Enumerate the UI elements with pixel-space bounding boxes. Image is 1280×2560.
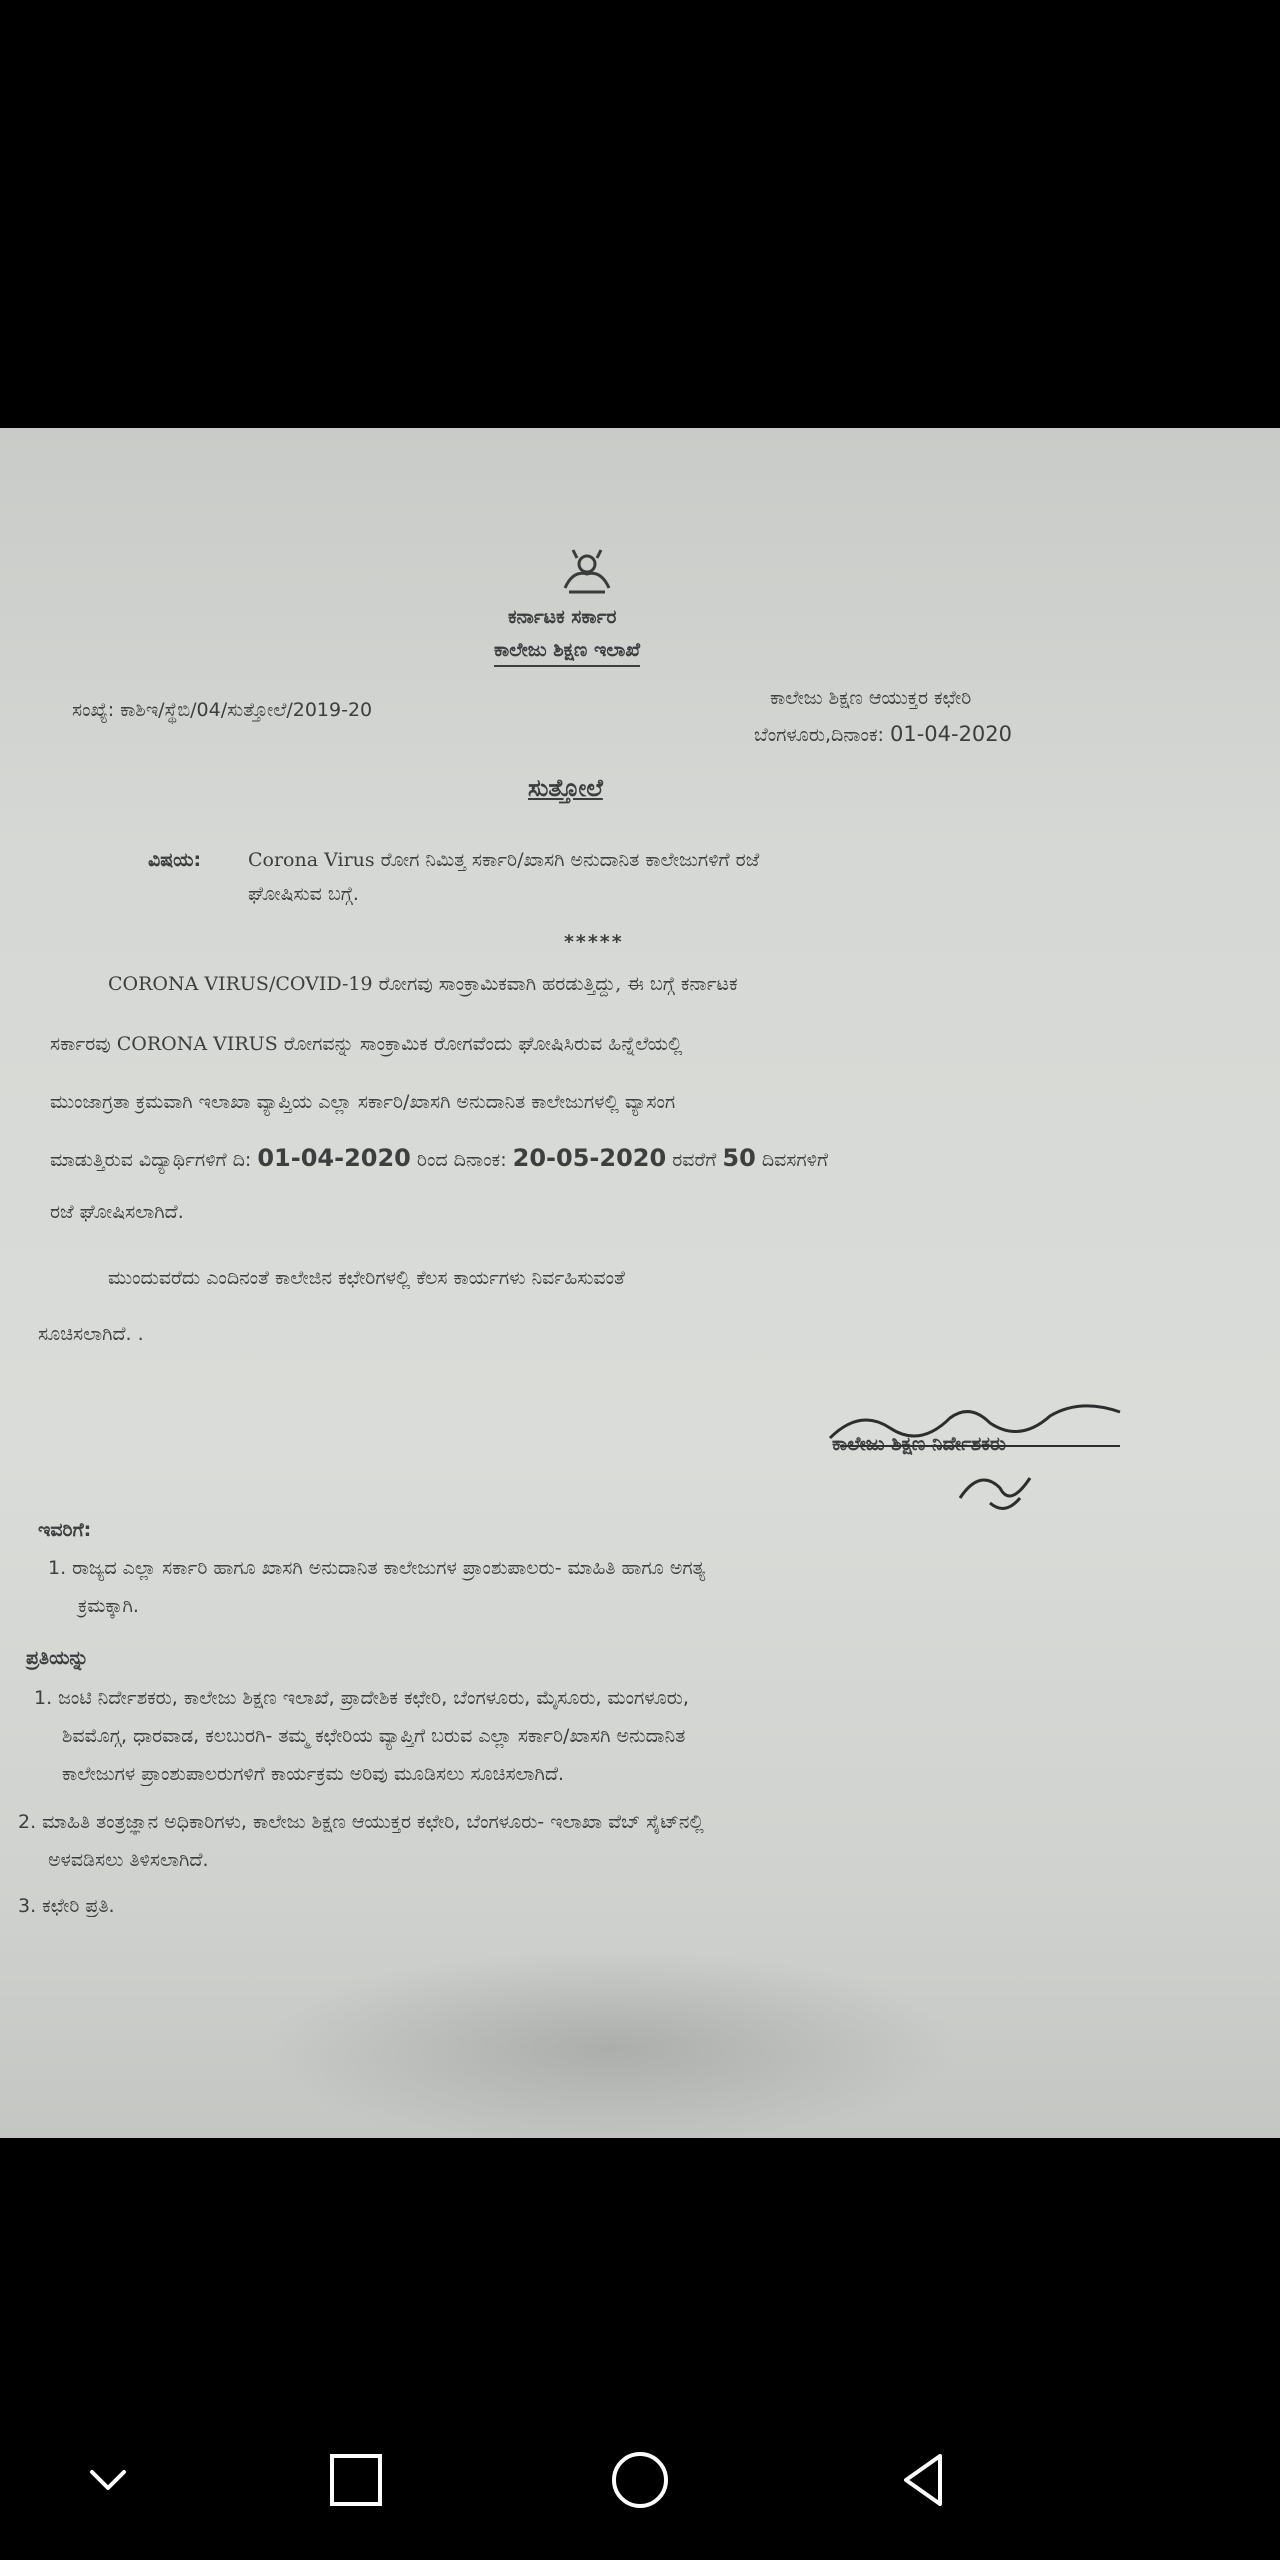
chevron-down-icon xyxy=(78,2450,138,2510)
header-government: ಕರ್ನಾಟಕ ಸರ್ಕಾರ xyxy=(508,606,617,628)
recipients-label: ಇವರಿಗೆ: xyxy=(38,1519,92,1541)
separator-stars: ***** xyxy=(564,931,624,953)
end-date: 20-05-2020 xyxy=(512,1144,667,1172)
recipient-line: 1. ರಾಜ್ಯದ ಎಲ್ಲಾ ಸರ್ಕಾರಿ ಹಾಗೂ ಖಾಸಗಿ ಅನುದಾನಿತ ಕಾಲೇಜುಗಳ ಪ್ರಾಂಶುಪಾಲರು- ಮಾಹಿತಿ ಹಾಗೂ ಅಗತ್ಯ xyxy=(48,1557,706,1579)
start-date: 01-04-2020 xyxy=(257,1144,411,1172)
subject-line: Corona Virus ರೋಗ ನಿಮಿತ್ತ ಸರ್ಕಾರಿ/ಖಾಸಗಿ ಅನುದಾನಿತ ಕಾಲೇಜುಗಳಿಗೆ ರಜೆ xyxy=(248,849,760,871)
circle-icon xyxy=(610,2450,670,2510)
circular-title: ಸುತ್ತೋಲೆ xyxy=(528,774,603,802)
place-date-prefix: ಬೆಂಗಳೂರು,ದಿನಾಂಕ: xyxy=(754,724,884,746)
copy-line: 1. ಜಂಟಿ ನಿರ್ದೇಶಕರು, ಕಾಲೇಜು ಶಿಕ್ಷಣ ಇಲಾಖೆ, ಪ್ರಾದೇಶಿಕ ಕಛೇರಿ, ಬೆಂಗಳೂರು, ಮೈಸೂರು, ಮಂಗಳೂರು, xyxy=(34,1687,689,1709)
recipient-line: ಕ್ರಮಕ್ಕಾಗಿ. xyxy=(78,1595,139,1617)
copy-line: ಅಳವಡಿಸಲು ತಿಳಿಸಲಾಗಿದೆ. xyxy=(48,1849,209,1871)
subject-line: ಘೋಷಿಸುವ ಬಗ್ಗೆ. xyxy=(248,883,359,905)
signatory-title: ಕಾಲೇಜು ಶಿಕ್ಷಣ ನಿರ್ದೇಶಕರು xyxy=(832,1433,1006,1455)
text-segment: ರಿಂದ ದಿನಾಂಕ: xyxy=(416,1149,507,1171)
issue-date: 01-04-2020 xyxy=(889,722,1013,746)
system-nav-bar xyxy=(0,2400,1280,2560)
paragraph-line: CORONA VIRUS/COVID-19 ರೋಗವು ಸಾಂಕ್ರಾಮಿಕವಾಗಿ ಹರಡುತ್ತಿದ್ದು, ಈ ಬಗ್ಗೆ ಕರ್ನಾಟಕ xyxy=(108,973,738,995)
paragraph-line: ರಜೆ ಘೋಷಿಸಲಾಗಿದೆ. xyxy=(50,1201,184,1223)
emblem-icon xyxy=(555,548,619,596)
text-segment: ಮಾಡುತ್ತಿರುವ ವಿದ್ಯಾರ್ಥಿಗಳಿಗೆ ದಿ: xyxy=(50,1149,252,1171)
copy-line: 2. ಮಾಹಿತಿ ತಂತ್ರಜ್ಞಾನ ಅಧಿಕಾರಿಗಳು, ಕಾಲೇಜು ಶಿಕ್ಷಣ ಆಯುಕ್ತರ ಕಛೇರಿ, ಬೆಂಗಳೂರು- ಇಲಾಖಾ ವೆಬ್ ಸೈಟ್‌ನಲ್ಲಿ xyxy=(18,1811,704,1833)
day-count: 50 xyxy=(722,1144,756,1172)
initials-mark-icon xyxy=(950,1458,1050,1518)
triangle-back-icon xyxy=(894,2450,954,2510)
nav-recents-button[interactable] xyxy=(296,2420,416,2540)
paragraph-line-dates xyxy=(50,1144,828,1174)
document-photo[interactable] xyxy=(0,428,1280,2138)
paragraph-line: ಸೂಚಿಸಲಾಗಿದೆ. . xyxy=(38,1323,144,1345)
subject-label: ವಿಷಯ: xyxy=(148,849,202,871)
copy-line: ಕಾಲೇಜುಗಳ ಪ್ರಾಂಶುಪಾಲರುಗಳಿಗೆ ಕಾರ್ಯಕ್ರಮ ಅರಿವು ಮೂಡಿಸಲು ಸೂಚಿಸಲಾಗಿದೆ. xyxy=(62,1763,565,1785)
photo-shadow xyxy=(260,1948,960,2138)
paragraph-line: ಸರ್ಕಾರವು CORONA VIRUS ರೋಗವನ್ನು ಸಾಂಕ್ರಾಮಿಕ ರೋಗವೆಂದು ಘೋಷಿಸಿರುವ ಹಿನ್ನೆಲೆಯಲ್ಲಿ xyxy=(50,1033,683,1055)
copy-line: ಶಿವಮೊಗ್ಗ, ಧಾರವಾಡ, ಕಲಬುರಗಿ- ತಮ್ಮ ಕಛೇರಿಯ ವ್ಯಾಪ್ತಿಗೆ ಬರುವ ಎಲ್ಲಾ ಸರ್ಕಾರಿ/ಖಾಸಗಿ ಅನುದಾನಿತ xyxy=(62,1725,686,1747)
square-icon xyxy=(326,2450,386,2510)
text-segment: ರವರೆಗೆ xyxy=(672,1149,717,1171)
place-date xyxy=(754,720,1012,749)
office-name: ಕಾಲೇಜು ಶಿಕ್ಷಣ ಆಯುಕ್ತರ ಕಛೇರಿ xyxy=(770,687,972,709)
copy-line: 3. ಕಛೇರಿ ಪ್ರತಿ. xyxy=(18,1895,115,1917)
reference-number: ಸಂಖ್ಯೆ: ಕಾಶಿಇ/ಸ್ಥೆಬಿ/04/ಸುತ್ತೋಲೆ/2019-20 xyxy=(72,699,373,721)
nav-collapse-button[interactable] xyxy=(48,2420,168,2540)
copy-to-label: ಪ್ರತಿಯನ್ನು xyxy=(26,1647,89,1669)
text-segment: ದಿವಸಗಳಿಗೆ xyxy=(761,1149,829,1171)
paragraph-line: ಮುಂಜಾಗ್ರತಾ ಕ್ರಮವಾಗಿ ಇಲಾಖಾ ವ್ಯಾಪ್ತಿಯ ಎಲ್ಲಾ ಸರ್ಕಾರಿ/ಖಾಸಗಿ ಅನುದಾನಿತ ಕಾಲೇಜುಗಳಲ್ಲಿ ವ್ಯಾಸಂಗ xyxy=(50,1091,676,1113)
nav-back-button[interactable] xyxy=(864,2420,984,2540)
nav-home-button[interactable] xyxy=(580,2420,700,2540)
paragraph-line: ಮುಂದುವರೆದು ಎಂದಿನಂತೆ ಕಾಲೇಜಿನ ಕಛೇರಿಗಳಲ್ಲಿ ಕೆಲಸ ಕಾರ್ಯಗಳು ನಿರ್ವಹಿಸುವಂತೆ xyxy=(108,1267,625,1289)
header-department: ಕಾಲೇಜು ಶಿಕ್ಷಣ ಇಲಾಖೆ xyxy=(494,636,640,667)
